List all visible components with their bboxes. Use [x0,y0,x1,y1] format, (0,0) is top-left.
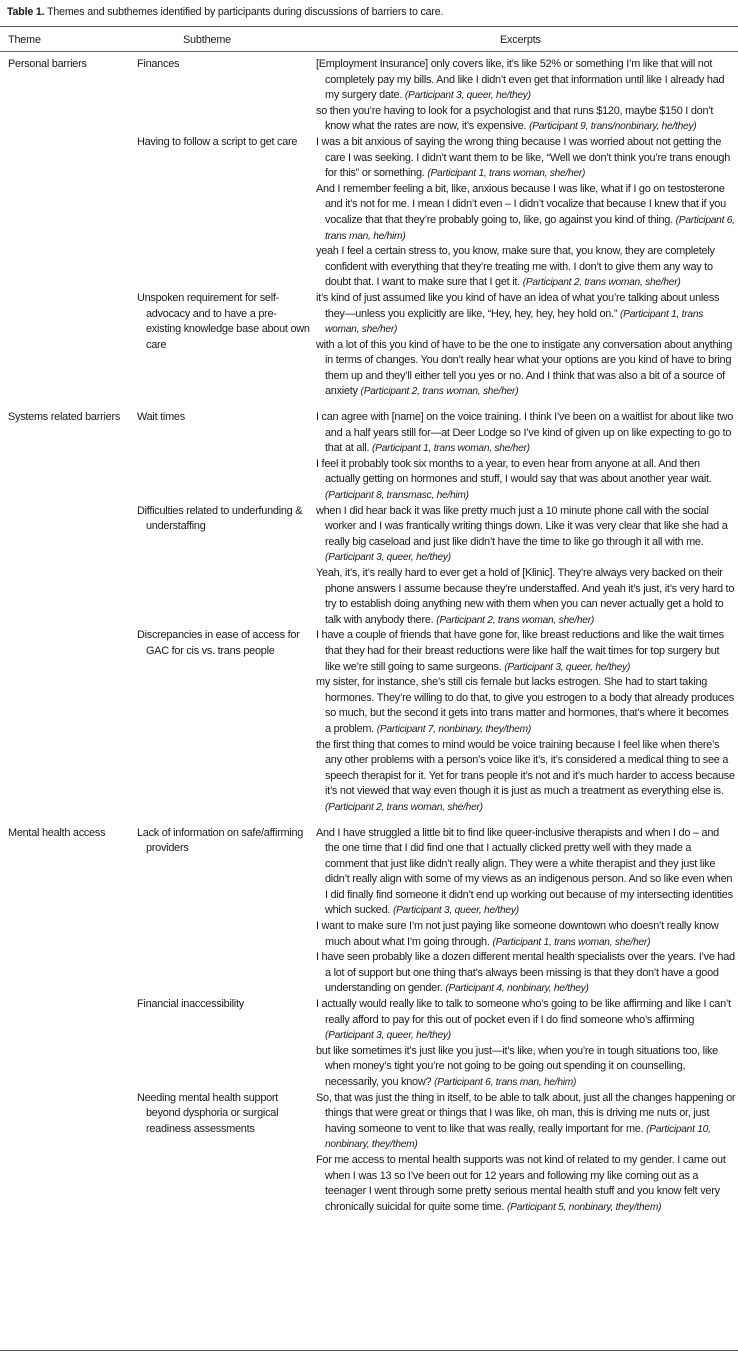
excerpt-quote: yeah I feel a certain stress to, you know, make sure that, you know, they are completely confident with everything that they’re treating me with. I don’t to give them any way to doubt that. I want to make sure that I get it. [316,245,715,289]
excerpt-quote: it’s kind of just assumed like you kind of have an idea of what you’re talking about unless they—unless you explicitly are like, “Hey, hey, hey, hey hold on.” [316,291,720,320]
subtheme-row [0,997,738,1091]
subtheme-name: Needing mental health support beyond dysphoria or surgical readiness assessments [137,1091,279,1135]
subtheme-name: Having to follow a script to get care [137,135,298,148]
excerpt-quote: I was a bit anxious of saying the wrong thing because I was worried about not getting the care I was seeking. I didn’t want them to be like, “Well we don’t think you’re trans enough for this” or something. [316,135,731,180]
subtheme-name: Wait times [137,411,185,424]
excerpt [316,1044,738,1091]
subtheme-row [0,135,738,291]
subtheme-row [0,1091,738,1216]
caption-label: Table 1. [7,6,45,18]
theme-cell [0,1091,137,1216]
theme-name: Personal barriers [8,58,87,70]
excerpt-attribution: (Participant 6, trans man, he/him) [325,214,735,242]
excerpt-quote: I want to make sure I’m not just paying like someone downtown who doesn’t really know much about what I’m going through. [316,920,719,948]
excerpt-quote: so then you’re having to look for a psychologist and that runs $120, maybe $150 I don’t know what the rates are now, it’s expensive. [316,104,714,133]
excerpt-quote: with a lot of this you kind of have to be the one to instigate any conversation about anything in terms of changes. You don’t really hear what your options are you kind of have to bring them up and they’ll either tell you yes or no. And I think that was also a bit of a source of anxiety [316,338,733,398]
excerpt-attribution: (Participant 10, nonbinary, they/them) [325,1123,711,1151]
excerpt [316,135,738,182]
excerpt [316,997,738,1044]
excerpt-quote: For me access to mental health supports was not kind of related to my gender. I came out when I was 13 so I’ve been out for 12 years and following my like coming out as a teenager I went through some pretty serious mental health stuff and you know felt very chronically suicidal for quite some time. [316,1153,726,1213]
subtheme-cell [137,816,316,998]
excerpts-cell [316,1091,738,1216]
excerpt-attribution: (Participant 1, trans woman, she/her) [492,936,651,948]
excerpt [316,1091,738,1153]
excerpts-cell [316,291,738,400]
theme-cell [0,291,137,400]
theme-cell [0,57,137,135]
excerpt [316,104,738,135]
excerpt [316,738,738,816]
excerpt-attribution: (Participant 1, trans woman, she/her) [325,308,704,336]
excerpt-attribution: (Participant 2, trans woman, she/her) [522,277,681,289]
subtheme-name: Discrepancies in ease of access for GAC for cis vs. trans people [137,629,300,657]
subtheme-name: Difficulties related to underfunding & understaffing [137,504,303,533]
excerpt-attribution: (Participant 9, trans/nonbinary, he/they) [529,121,697,133]
themes-table-body [0,57,738,1215]
subtheme-cell [137,628,316,815]
excerpt-attribution: (Participant 1, trans woman, she/her) [427,168,586,180]
excerpt-attribution: (Participant 4, nonbinary, he/they) [445,983,589,995]
excerpt [316,950,738,997]
theme-cell [0,628,137,815]
header-rule [0,51,738,52]
excerpt [316,338,738,400]
subtheme-row [0,504,738,629]
excerpt-attribution: (Participant 3, queer, he/they) [392,905,519,917]
excerpts-cell [316,816,738,998]
excerpt-attribution: (Participant 2, trans woman, she/her) [325,801,483,813]
excerpt-quote: And I remember feeling a bit, like, anxious because I was like, what if I go on testosterone and it’s not for me. I mean I didn’t even – I didn’t vocalize that because I knew that if you vocalize that that they’re probably going to, like, go against you kind of thing. [316,182,726,226]
excerpt [316,628,738,675]
excerpts-cell [316,504,738,629]
excerpt [316,1153,738,1215]
excerpt-attribution: (Participant 5, nonbinary, they/them) [507,1201,662,1213]
excerpts-cell [316,997,738,1091]
bottom-rule [0,1350,738,1351]
excerpt-attribution: (Participant 3, queer, he/they) [404,90,531,102]
excerpt [316,826,738,920]
subtheme-name: Financial inaccessibility [137,998,244,1011]
excerpt-quote: I can agree with [name] on the voice training. I think I’ve been on a waitlist for about like two and a half years still for—at Deer Lodge so I’ve kind of given up on like expecting to go to that at all. [316,411,734,455]
theme-cell [0,135,137,291]
caption-text: Themes and subthemes identified by participants during discussions of barriers to care. [47,6,444,18]
excerpt-quote: my sister, for instance, she’s still cis female but lacks estrogen. She had to start taking hormones. They’re willing to do that, to give you estrogen to a body that already produces so much, but the second it gets into trans matter and hormones, that’s where it becomes a problem. [316,676,734,735]
excerpt [316,182,738,244]
subtheme-name: Unspoken requirement for self-advocacy and to have a pre-existing knowledge base about own care [137,291,310,351]
subtheme-cell [137,1091,316,1216]
excerpt [316,57,738,104]
subtheme-cell [137,997,316,1091]
excerpt [316,291,738,338]
theme-cell [0,400,137,504]
excerpt-attribution: (Participant 8, transmasc, he/him) [325,490,469,502]
excerpt [316,457,738,504]
excerpt-attribution: (Participant 7, nonbinary, they/them) [376,723,531,735]
subtheme-name: Finances [137,58,180,70]
excerpt [316,244,738,291]
subtheme-row [0,400,738,504]
excerpt-attribution: (Participant 6, trans man, he/him) [434,1077,577,1088]
excerpt [316,919,738,950]
excerpt-quote: the first thing that comes to mind would be voice training because I feel like when there’s any other problems with a person’s voice like it’s, it’s considered a medical thing to see a speech therapist for it. Yet for trans people it’s not and it’s much harder to access because it’s not viewed that way even though it is just as much a treatment as everything else is. [316,738,735,798]
excerpt-quote: I have seen probably like a dozen different mental health specialists over the years. I’ve had a lot of support but one thing that’s always been missing is that they don’t have a good understanding on gender. [316,951,735,995]
excerpt-quote: but like sometimes it’s just like you just—it’s like, when you’re in tough situations too, like when money’s tight you’re not going to be going out spending it on counselling, necessarily, you know? [316,1044,718,1088]
excerpt-quote: And I have struggled a little bit to find like queer-inclusive therapists and when I do – and the one time that I did find one that I actually clicked pretty well with they made a comment that just like didn’t really align. They were a white therapist and they just like didn’t really align with some of my views as an indigenous person. And so like even when I did finally find someone it didn’t end up working out because of my intersecting identities which sucked. [316,826,733,917]
subtheme-row [0,291,738,400]
top-rule [0,26,738,27]
table-caption [7,4,443,20]
excerpt-attribution: (Participant 3, queer, he/they) [325,1030,451,1042]
themes-table [0,57,738,1215]
excerpt-quote: I actually would really like to talk to someone who’s going to be like affirming and like I can’t really afford to pay for this out of pocket even if I do find someone who’s affirming [316,998,731,1026]
excerpt [316,566,738,628]
header-excerpts: Excerpts [500,34,541,46]
subtheme-name: Lack of information on safe/affirming providers [137,826,304,855]
theme-cell [0,816,137,998]
subtheme-cell [137,400,316,504]
excerpt-attribution: (Participant 2, trans woman, she/her) [360,386,519,398]
excerpt-quote: I feel it probably took six months to a year, to even hear from anyone at all. And then actually getting on hormones and stuff, I would say that was about another year wait. [316,457,712,486]
theme-name: Systems related barriers [8,411,121,424]
subtheme-cell [137,135,316,291]
excerpts-cell [316,400,738,504]
subtheme-cell [137,504,316,629]
excerpt-quote: [Employment Insurance] only covers like, it’s like 52% or something I’m like that will not completely pay my bills. And like I didn’t even get that information until like I already had my surgery date. [316,58,725,102]
excerpt-quote: I have a couple of friends that have gone for, like breast reductions and like the wait times that they had for their breast reductions were like half the wait times for top surgery but like we’re still going to same surgeons. [316,629,724,673]
subtheme-row [0,628,738,815]
excerpt-attribution: (Participant 2, trans woman, she/her) [436,614,594,626]
excerpt-attribution: (Participant 1, trans woman, she/her) [372,443,530,455]
excerpt [316,675,738,737]
subtheme-row [0,816,738,998]
excerpt-quote: when I did hear back it was like pretty much just a 10 minute phone call with the social worker and I was frantically writing things down. Like it was very clear that like she had a really big caseload and just like didn’t have the time to like go through it all with me. [316,504,728,548]
subtheme-cell [137,57,316,135]
subtheme-cell [137,291,316,400]
header-theme: Theme [8,34,41,46]
theme-cell [0,504,137,629]
excerpt-attribution: (Participant 3, queer, he/they) [325,552,451,564]
excerpts-cell [316,57,738,135]
excerpt [316,504,738,566]
theme-name: Mental health access [8,826,106,839]
theme-cell [0,997,137,1091]
subtheme-row [0,57,738,135]
header-subtheme: Subtheme [183,34,232,46]
excerpt [316,410,738,457]
excerpts-cell [316,628,738,815]
excerpts-cell [316,135,738,291]
excerpt-attribution: (Participant 3, queer, he/they) [504,661,631,673]
excerpt-quote: So, that was just the thing in itself, to be able to talk about, just all the changes happening or things that were great or things that I was like, oh man, this is driving me nuts or, just having someone to vent to like that was really, really important for me. [316,1091,736,1135]
excerpt-quote: Yeah, it’s, it’s really hard to ever get a hold of [Klinic]. They’re always very backed on their phone answers I assume because they’re understaffed. And yeah it’s just, it’s very hard to try to establish doing anything new with them when you can never actually get a hold to talk with anybody there. [316,567,735,626]
